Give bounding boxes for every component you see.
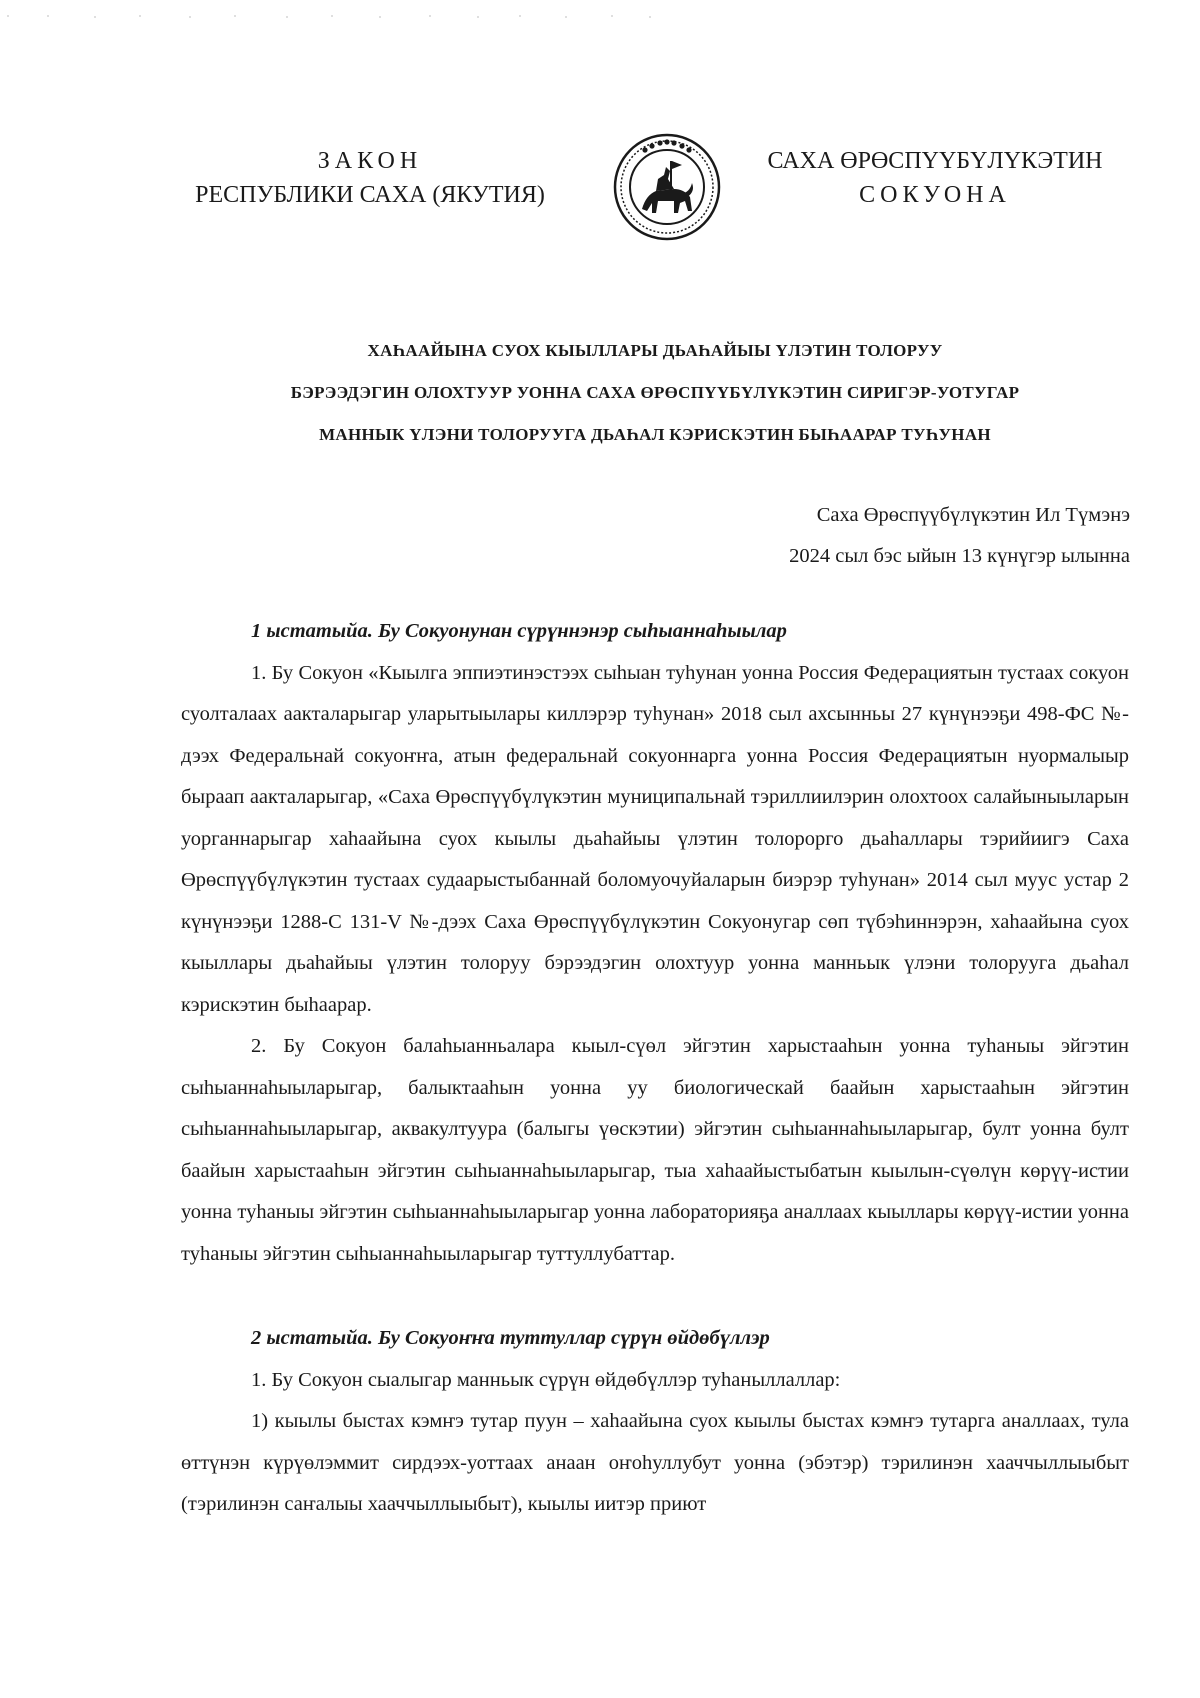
document-body — [181, 611, 1129, 1526]
article-1-title: 1 ыстатыйа. Бу Сокуонунан сүрүннэнэр сыһыаннаһыылар — [251, 620, 787, 642]
adoption-info — [600, 495, 1130, 577]
header-republic-name: РЕСПУБЛИКИ САХА (ЯКУТИЯ) — [195, 182, 545, 208]
adoption-date: 2024 сыл бэс ыйын 13 күнүгэр ылынна — [789, 545, 1130, 567]
header-republic-name-sakha: САХА ӨРӨСПҮҮБҮЛҮКЭТИН — [767, 148, 1103, 174]
title-line-3: МАННЫК ҮЛЭНИ ТОЛОРУУГА ДЬАҺАЛ КЭРИСКЭТИН БЫҺААРАР ТУҺУНАН — [319, 425, 991, 444]
header-left — [170, 144, 570, 212]
article-2-paragraph-2: 1) кыылы быстах кэмҥэ тутар пуун – хаһаайына суох кыылы быстах кэмҥэ тутарга аналлаах, тула өттүнэн күрүөлэммит сирдээх-уоттаах анаан оҥоһуллубут уонна (эбэтэр) тэрилинэн хааччыллыыбыт (тэрилинэн саҥалыы хааччыллыыбыт), кыылы иитэр приют — [181, 1410, 1129, 1515]
title-line-1: ХАҺААЙЫНА СУОХ КЫЫЛЛАРЫ ДЬАҺАЙЫЫ ҮЛЭТИН ТОЛОРУУ — [367, 341, 943, 360]
title-line-2: БЭРЭЭДЭГИН ОЛОХТУУР УОННА САХА ӨРӨСПҮҮБҮЛҮКЭТИН СИРИГЭР-УОТУГАР — [290, 383, 1020, 402]
header-law-label-sakha: СОКУОНА — [859, 182, 1011, 208]
article-1-paragraph-2: 2. Бу Сокуон балаһыанньалара кыыл-сүөл эйгэтин харыстааһын уонна туһаныы эйгэтин сыһыаннаһыыларыгар, балыктааһын уонна уу биологическай баайын харыстааһын эйгэтин сыһыаннаһыыларыгар, аквакултуура (балыгы үөскэтии) эйгэтин сыһыаннаһыыларыгар, булт уонна булт баайын харыстааһын эйгэтин сыһыаннаһыыларыгар, тыа хаһаайыстыбатын кыылын-сүөлүн көрүү-истии уонна туһаныы эйгэтин сыһыаннаһыыларыгар уонна лабораторияҕа аналлаах кыыллары көрүү-истии уонна туһаныы эйгэтин сыһыаннаһыыларыгар туттуллубаттар. — [181, 1035, 1129, 1265]
adopted-by: Саха Өрөспүүбүлүкэтин Ил Түмэнэ — [816, 504, 1130, 526]
scan-noise-dots — [0, 0, 700, 30]
article-1-paragraph-1: 1. Бу Сокуон «Кыылга эппиэтинэстээх сыһыан туһунан уонна Россия Федерациятын тустаах сокуон суолталаах аакталарыгар уларытыылары киллэрэр туһунан» 2018 сыл ахсынньы 27 күнүнээҕи 498-ФС №-дээх Федеральнай сокуоҥҥа, атын федеральнай сокуоннарга уонна Россия Федерациятын нуормалыыр быраап аакталарыгар, «Саха Өрөспүүбүлүкэтин муниципальнай тэриллиилэрин олохтоох салайыныыларын уорганнарыгар хаһаайына суох кыылы дьаһайыы үлэтин толорорго дьаһаллары тэрийиигэ Саха Өрөспүүбүлүкэтин тустаах судаарыстыбаннай боломуочуйаларын биэрэр туһунан» 2014 сыл муус устар 2 күнүнээҕи 1288-С 131-V №-дээх Саха Өрөспүүбүлүкэтин Сокуонугар сөп түбэһиннэрэн, хаһаайына суох кыыллары дьаһайыы үлэтин толоруу бэрээдэгин олохтуур уонна манньык үлэни толорууга дьаһал кэрискэтин быһаарар. — [181, 661, 1129, 1016]
article-2-title: 2 ыстатыйа. Бу Сокуоҥҥа туттуллар сүрүн өйдөбүллэр — [251, 1327, 770, 1349]
document-title — [180, 330, 1130, 456]
header-law-label: ЗАКОН — [317, 148, 423, 174]
article-2-paragraph-1: 1. Бу Сокуон сыалыгар манньык сүрүн өйдөбүллэр туһаныллаллар: — [251, 1368, 841, 1391]
coat-of-arms-emblem-icon — [612, 131, 722, 243]
section-gap — [181, 1275, 1129, 1318]
header-right — [745, 144, 1125, 212]
